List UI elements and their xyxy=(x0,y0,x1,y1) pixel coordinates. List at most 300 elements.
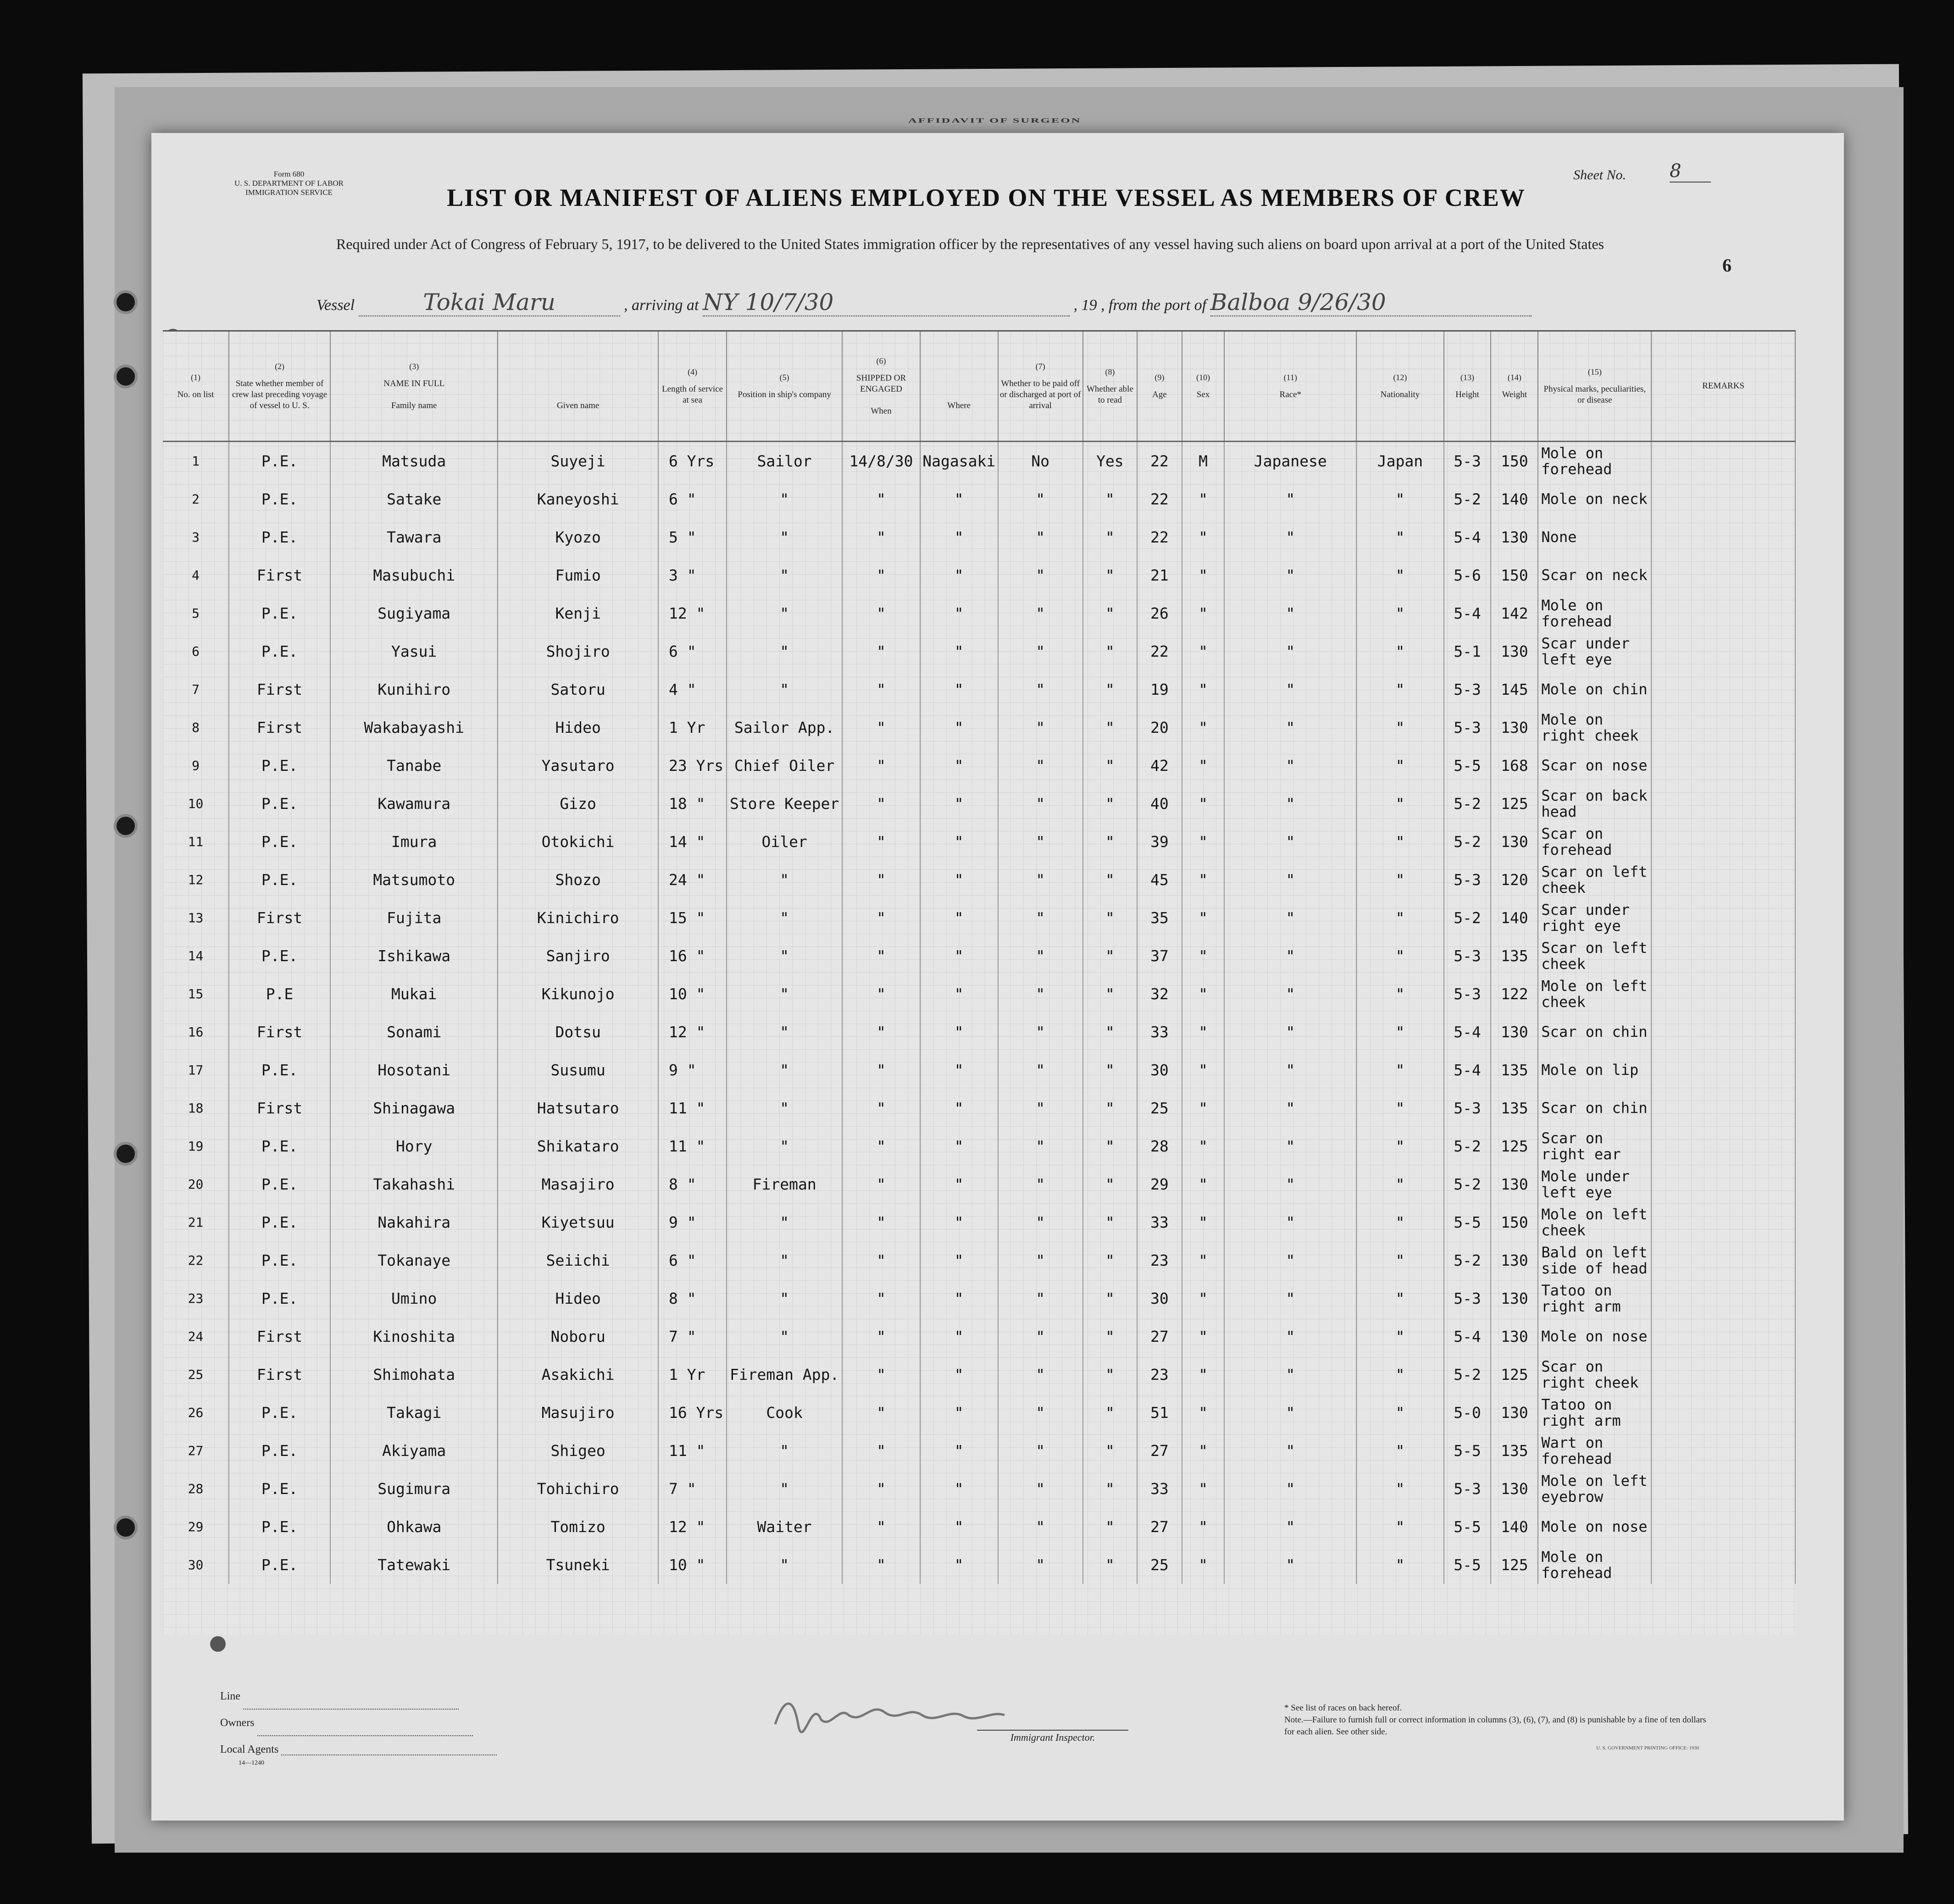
cell-read: " xyxy=(1083,823,1137,861)
table-row xyxy=(163,442,1795,481)
cell-marks: Scar on forehead xyxy=(1538,823,1651,861)
table-row xyxy=(163,1508,1795,1546)
cell-sex: " xyxy=(1182,861,1225,899)
col-header-position: (5) Position in ship's company xyxy=(727,331,842,442)
cell-weight: 120 xyxy=(1491,861,1538,899)
cell-no: 29 xyxy=(163,1508,229,1546)
cell-race: " xyxy=(1224,975,1356,1013)
cell-paid: " xyxy=(998,518,1083,556)
cell-given: Fumio xyxy=(498,556,658,594)
cell-remarks xyxy=(1651,1013,1795,1051)
cell-position: " xyxy=(727,1432,842,1470)
cell-remarks xyxy=(1651,1470,1795,1508)
cell-service: 12 " xyxy=(658,594,727,632)
cell-marks: Mole on neck xyxy=(1538,480,1651,518)
cell-where: " xyxy=(920,1432,998,1470)
cell-given: Suyeji xyxy=(498,442,658,481)
cell-height: 5-2 xyxy=(1444,1165,1491,1203)
cell-when: " xyxy=(842,556,920,594)
cell-position: " xyxy=(727,1127,842,1165)
cell-no: 14 xyxy=(163,937,229,975)
cell-marks: Tatoo on right arm xyxy=(1538,1394,1651,1432)
cell-weight: 135 xyxy=(1491,1432,1538,1470)
cell-read: " xyxy=(1083,1089,1137,1127)
cell-weight: 150 xyxy=(1491,442,1538,481)
cell-paid: " xyxy=(998,861,1083,899)
cell-last: P.E. xyxy=(229,1241,330,1279)
cell-nat: " xyxy=(1356,1432,1443,1470)
cell-position: " xyxy=(727,1279,842,1317)
cell-where: " xyxy=(920,632,998,670)
cell-race: " xyxy=(1224,1317,1356,1356)
cell-marks: None xyxy=(1538,518,1651,556)
cell-sex: " xyxy=(1182,1089,1225,1127)
cell-height: 5-2 xyxy=(1444,823,1491,861)
cell-race: " xyxy=(1224,708,1356,747)
cell-position: " xyxy=(727,937,842,975)
cell-sex: " xyxy=(1182,480,1225,518)
cell-where: " xyxy=(920,594,998,632)
cell-nat: " xyxy=(1356,1013,1443,1051)
cell-age: 32 xyxy=(1137,975,1182,1013)
cell-read: " xyxy=(1083,556,1137,594)
table-row xyxy=(163,1432,1795,1470)
cell-sex: " xyxy=(1182,823,1225,861)
cell-read: " xyxy=(1083,1051,1137,1089)
cell-last: First xyxy=(229,1089,330,1127)
cell-race: " xyxy=(1224,1013,1356,1051)
cell-paid: " xyxy=(998,823,1083,861)
cell-when: " xyxy=(842,1546,920,1584)
cell-last: First xyxy=(229,899,330,937)
cell-sex: " xyxy=(1182,556,1225,594)
cell-read: " xyxy=(1083,670,1137,708)
cell-age: 45 xyxy=(1137,861,1182,899)
cell-paid: " xyxy=(998,1470,1083,1508)
cell-race: " xyxy=(1224,632,1356,670)
cell-weight: 130 xyxy=(1491,1317,1538,1356)
cell-race: " xyxy=(1224,899,1356,937)
binder-hole xyxy=(114,1142,138,1166)
cell-paid: " xyxy=(998,1432,1083,1470)
cell-remarks xyxy=(1651,480,1795,518)
cell-position: " xyxy=(727,975,842,1013)
cell-weight: 135 xyxy=(1491,937,1538,975)
cell-paid: " xyxy=(998,785,1083,823)
cell-when: " xyxy=(842,1127,920,1165)
cell-read: " xyxy=(1083,1165,1137,1203)
cell-paid: " xyxy=(998,1203,1083,1241)
cell-family: Tatewaki xyxy=(330,1546,498,1584)
cell-paid: " xyxy=(998,1356,1083,1394)
cell-race: " xyxy=(1224,1089,1356,1127)
cell-where: " xyxy=(920,1127,998,1165)
cell-sex: " xyxy=(1182,1127,1225,1165)
cell-weight: 130 xyxy=(1491,1013,1538,1051)
cell-race: " xyxy=(1224,1279,1356,1317)
cell-race: " xyxy=(1224,861,1356,899)
cell-nat: " xyxy=(1356,1089,1443,1127)
cell-given: Hideo xyxy=(498,708,658,747)
cell-no: 15 xyxy=(163,975,229,1013)
cell-no: 16 xyxy=(163,1013,229,1051)
cell-paid: " xyxy=(998,1317,1083,1356)
cell-height: 5-3 xyxy=(1444,708,1491,747)
cell-no: 13 xyxy=(163,899,229,937)
cell-paid: " xyxy=(998,1241,1083,1279)
cell-family: Tanabe xyxy=(330,747,498,785)
cell-when: " xyxy=(842,1165,920,1203)
cell-given: Shozo xyxy=(498,861,658,899)
cell-service: 6 Yrs xyxy=(658,442,727,481)
cell-remarks xyxy=(1651,518,1795,556)
cell-weight: 130 xyxy=(1491,1165,1538,1203)
table-row xyxy=(163,1089,1795,1127)
cell-race: " xyxy=(1224,1127,1356,1165)
cell-age: 33 xyxy=(1137,1470,1182,1508)
cell-sex: " xyxy=(1182,1470,1225,1508)
cell-height: 5-3 xyxy=(1444,442,1491,481)
cell-no: 12 xyxy=(163,861,229,899)
cell-given: Hideo xyxy=(498,1279,658,1317)
cell-family: Fujita xyxy=(330,899,498,937)
cell-nat: " xyxy=(1356,1546,1443,1584)
cell-paid: " xyxy=(998,1051,1083,1089)
cell-given: Kikunojo xyxy=(498,975,658,1013)
cell-marks: Scar on nose xyxy=(1538,747,1651,785)
cell-when: " xyxy=(842,937,920,975)
binder-hole xyxy=(114,1516,138,1539)
cell-when: " xyxy=(842,1508,920,1546)
cell-age: 37 xyxy=(1137,937,1182,975)
col-header-paid-off: (7) Whether to be paid off or discharged at port of arrival xyxy=(998,331,1083,442)
cell-given: Yasutaro xyxy=(498,747,658,785)
cell-sex: " xyxy=(1182,518,1225,556)
cell-nat: " xyxy=(1356,1203,1443,1241)
cell-given: Hatsutaro xyxy=(498,1089,658,1127)
cell-position: Chief Oiler xyxy=(727,747,842,785)
cell-read: " xyxy=(1083,1203,1137,1241)
cell-last: P.E. xyxy=(229,480,330,518)
cell-position: " xyxy=(727,594,842,632)
cell-service: 11 " xyxy=(658,1432,727,1470)
cell-given: Asakichi xyxy=(498,1356,658,1394)
cell-last: First xyxy=(229,708,330,747)
cell-nat: " xyxy=(1356,785,1443,823)
cell-age: 25 xyxy=(1137,1089,1182,1127)
cell-when: " xyxy=(842,1394,920,1432)
cell-no: 9 xyxy=(163,747,229,785)
footer-labels xyxy=(220,1683,497,1769)
cell-no: 6 xyxy=(163,632,229,670)
cell-remarks xyxy=(1651,747,1795,785)
cell-position: Fireman xyxy=(727,1165,842,1203)
cell-given: Satoru xyxy=(498,670,658,708)
table-header-row xyxy=(163,331,1795,442)
cell-last: First xyxy=(229,670,330,708)
cell-race: " xyxy=(1224,1051,1356,1089)
cell-when: " xyxy=(842,1089,920,1127)
cell-weight: 125 xyxy=(1491,1127,1538,1165)
cell-marks: Mole on forehead xyxy=(1538,1546,1651,1584)
cell-height: 5-6 xyxy=(1444,556,1491,594)
cell-age: 22 xyxy=(1137,632,1182,670)
cell-no: 21 xyxy=(163,1203,229,1241)
cell-paid: " xyxy=(998,632,1083,670)
arriving-field: NY 10/7/30 xyxy=(703,289,1070,316)
cell-family: Matsuda xyxy=(330,442,498,481)
cell-position: " xyxy=(727,861,842,899)
cell-given: Tomizo xyxy=(498,1508,658,1546)
cell-last: P.E. xyxy=(229,1470,330,1508)
cell-weight: 140 xyxy=(1491,1508,1538,1546)
cell-where: " xyxy=(920,708,998,747)
vessel-name-field: Tokai Maru xyxy=(359,289,620,316)
binder-hole xyxy=(114,365,138,388)
cell-family: Takagi xyxy=(330,1394,498,1432)
cell-sex: " xyxy=(1182,1241,1225,1279)
cell-where: " xyxy=(920,1356,998,1394)
form-number: Form 680 xyxy=(273,170,305,178)
table-row xyxy=(163,632,1795,670)
cell-marks: Mole under left eye xyxy=(1538,1165,1651,1203)
cell-last: P.E. xyxy=(229,1279,330,1317)
cell-service: 14 " xyxy=(658,823,727,861)
cell-service: 9 " xyxy=(658,1203,727,1241)
cell-race: " xyxy=(1224,747,1356,785)
cell-age: 39 xyxy=(1137,823,1182,861)
cell-weight: 140 xyxy=(1491,480,1538,518)
inspector-label: Immigrant Inspector. xyxy=(977,1730,1128,1743)
cell-remarks xyxy=(1651,1546,1795,1584)
cell-height: 5-3 xyxy=(1444,1089,1491,1127)
cell-given: Shigeo xyxy=(498,1432,658,1470)
cell-family: Yasui xyxy=(330,632,498,670)
cell-marks: Mole on right cheek xyxy=(1538,708,1651,747)
cell-paid: " xyxy=(998,975,1083,1013)
cell-weight: 130 xyxy=(1491,708,1538,747)
sheet-number-label: Sheet No. xyxy=(1573,167,1626,183)
cell-when: " xyxy=(842,708,920,747)
cell-no: 5 xyxy=(163,594,229,632)
cell-where: " xyxy=(920,1394,998,1432)
cell-weight: 168 xyxy=(1491,747,1538,785)
cell-where: " xyxy=(920,1317,998,1356)
cell-position: " xyxy=(727,1241,842,1279)
cell-read: " xyxy=(1083,518,1137,556)
cell-service: 16 Yrs xyxy=(658,1394,727,1432)
cell-sex: " xyxy=(1182,1203,1225,1241)
cell-last: P.E. xyxy=(229,518,330,556)
cell-remarks xyxy=(1651,1432,1795,1470)
cell-family: Ishikawa xyxy=(330,937,498,975)
cell-when: 14/8/30 xyxy=(842,442,920,481)
inspector-signature xyxy=(771,1688,1009,1748)
cell-no: 22 xyxy=(163,1241,229,1279)
cell-nat: " xyxy=(1356,1241,1443,1279)
cell-position: Oiler xyxy=(727,823,842,861)
cell-marks: Tatoo on right arm xyxy=(1538,1279,1651,1317)
cell-height: 5-5 xyxy=(1444,747,1491,785)
cell-family: Mukai xyxy=(330,975,498,1013)
cell-height: 5-2 xyxy=(1444,1356,1491,1394)
cell-when: " xyxy=(842,1013,920,1051)
cell-age: 29 xyxy=(1137,1165,1182,1203)
cell-service: 11 " xyxy=(658,1089,727,1127)
cell-read: " xyxy=(1083,1508,1137,1546)
cell-read: " xyxy=(1083,747,1137,785)
cell-height: 5-2 xyxy=(1444,785,1491,823)
cell-nat: " xyxy=(1356,556,1443,594)
cell-sex: " xyxy=(1182,1546,1225,1584)
cell-age: 23 xyxy=(1137,1241,1182,1279)
cell-sex: " xyxy=(1182,747,1225,785)
cell-no: 25 xyxy=(163,1356,229,1394)
table-row xyxy=(163,1317,1795,1356)
cell-nat: " xyxy=(1356,632,1443,670)
cell-age: 22 xyxy=(1137,518,1182,556)
cell-marks: Mole on left cheek xyxy=(1538,1203,1651,1241)
cell-no: 1 xyxy=(163,442,229,481)
cell-position: " xyxy=(727,1203,842,1241)
cell-when: " xyxy=(842,747,920,785)
cell-weight: 130 xyxy=(1491,1394,1538,1432)
cell-marks: Scar on neck xyxy=(1538,556,1651,594)
cell-age: 33 xyxy=(1137,1013,1182,1051)
col-header-no: (1) No. on list xyxy=(163,331,229,442)
cell-read: " xyxy=(1083,899,1137,937)
cell-service: 4 " xyxy=(658,670,727,708)
cell-race: " xyxy=(1224,1165,1356,1203)
cell-nat: " xyxy=(1356,1508,1443,1546)
cell-service: 12 " xyxy=(658,1508,727,1546)
cell-race: " xyxy=(1224,1394,1356,1432)
cell-last: P.E. xyxy=(229,1432,330,1470)
cell-paid: " xyxy=(998,1089,1083,1127)
cell-remarks xyxy=(1651,785,1795,823)
cell-race: " xyxy=(1224,1546,1356,1584)
cell-weight: 130 xyxy=(1491,518,1538,556)
cell-sex: " xyxy=(1182,1051,1225,1089)
cell-family: Tawara xyxy=(330,518,498,556)
table-row xyxy=(163,861,1795,899)
cell-family: Wakabayashi xyxy=(330,708,498,747)
col-header-given-name: Given name xyxy=(498,331,658,442)
cell-marks: Mole on left cheek xyxy=(1538,975,1651,1013)
cell-remarks xyxy=(1651,937,1795,975)
cell-position: " xyxy=(727,1546,842,1584)
cell-position: " xyxy=(727,670,842,708)
cell-given: Shikataro xyxy=(498,1127,658,1165)
cell-remarks xyxy=(1651,1127,1795,1165)
cell-sex: M xyxy=(1182,442,1225,481)
cell-read: " xyxy=(1083,1241,1137,1279)
cell-position: Cook xyxy=(727,1394,842,1432)
cell-height: 5-3 xyxy=(1444,937,1491,975)
cell-remarks xyxy=(1651,442,1795,481)
cell-marks: Scar on chin xyxy=(1538,1089,1651,1127)
cell-service: 8 " xyxy=(658,1279,727,1317)
col-header-age: (9) Age xyxy=(1137,331,1182,442)
cell-age: 19 xyxy=(1137,670,1182,708)
cell-read: " xyxy=(1083,1356,1137,1394)
cell-service: 6 " xyxy=(658,632,727,670)
cell-sex: " xyxy=(1182,1317,1225,1356)
cell-age: 35 xyxy=(1137,899,1182,937)
cell-where: " xyxy=(920,670,998,708)
cell-where: " xyxy=(920,747,998,785)
cell-when: " xyxy=(842,823,920,861)
cell-service: 24 " xyxy=(658,861,727,899)
cell-where: " xyxy=(920,1165,998,1203)
cell-service: 5 " xyxy=(658,518,727,556)
cell-marks: Scar on left cheek xyxy=(1538,861,1651,899)
col-header-race: (11) Race* xyxy=(1224,331,1356,442)
cell-age: 26 xyxy=(1137,594,1182,632)
owners-field xyxy=(257,1735,473,1736)
punch-hole xyxy=(210,1636,226,1652)
cell-where: " xyxy=(920,1546,998,1584)
cell-marks: Wart on forehead xyxy=(1538,1432,1651,1470)
cell-nat: " xyxy=(1356,975,1443,1013)
cell-where: " xyxy=(920,1051,998,1089)
cell-last: First xyxy=(229,1356,330,1394)
cell-where: " xyxy=(920,480,998,518)
cell-family: Akiyama xyxy=(330,1432,498,1470)
cell-race: " xyxy=(1224,1203,1356,1241)
cell-position: " xyxy=(727,480,842,518)
cell-remarks xyxy=(1651,823,1795,861)
cell-paid: " xyxy=(998,747,1083,785)
cell-where: " xyxy=(920,1279,998,1317)
cell-where: " xyxy=(920,785,998,823)
footnote xyxy=(1284,1702,1706,1738)
cell-height: 5-2 xyxy=(1444,1241,1491,1279)
cell-height: 5-1 xyxy=(1444,632,1491,670)
cell-when: " xyxy=(842,1241,920,1279)
cell-service: 9 " xyxy=(658,1051,727,1089)
cell-nat: " xyxy=(1356,670,1443,708)
cell-paid: " xyxy=(998,937,1083,975)
cell-last: P.E. xyxy=(229,1508,330,1546)
cell-position: Fireman App. xyxy=(727,1356,842,1394)
col-header-nationality: (12) Nationality xyxy=(1356,331,1443,442)
cell-service: 10 " xyxy=(658,975,727,1013)
cell-when: " xyxy=(842,1356,920,1394)
cell-service: 6 " xyxy=(658,1241,727,1279)
table-row xyxy=(163,1279,1795,1317)
col-header-sex: (10) Sex xyxy=(1182,331,1225,442)
cell-where: " xyxy=(920,861,998,899)
table-row xyxy=(163,1127,1795,1165)
cell-family: Tokanaye xyxy=(330,1241,498,1279)
cell-weight: 125 xyxy=(1491,1356,1538,1394)
cell-given: Kaneyoshi xyxy=(498,480,658,518)
binder-hole xyxy=(114,290,138,314)
cell-remarks xyxy=(1651,1203,1795,1241)
cell-weight: 130 xyxy=(1491,1279,1538,1317)
cell-no: 8 xyxy=(163,708,229,747)
table-row xyxy=(163,975,1795,1013)
cell-read: " xyxy=(1083,1317,1137,1356)
table-row xyxy=(163,937,1795,975)
cell-paid: " xyxy=(998,899,1083,937)
cell-remarks xyxy=(1651,594,1795,632)
cell-last: P.E. xyxy=(229,747,330,785)
cell-given: Noboru xyxy=(498,1317,658,1356)
cell-race: " xyxy=(1224,1470,1356,1508)
cell-sex: " xyxy=(1182,670,1225,708)
